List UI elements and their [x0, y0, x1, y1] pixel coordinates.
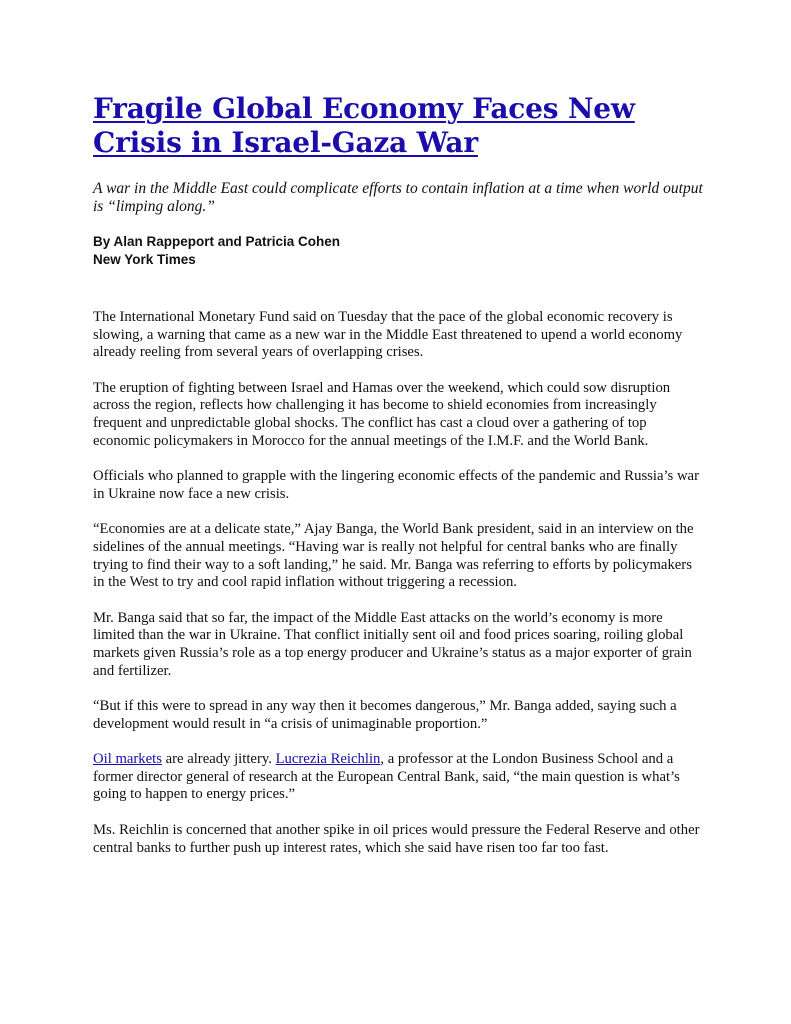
byline-publication: New York Times	[93, 252, 196, 267]
paragraph-7-text-1: are already jittery.	[161, 751, 276, 768]
paragraph-2: The eruption of fighting between Israel and Hamas over the weekend, which could sow disruption across the region, reflects how challenging it has become to shield economies from increasingly frequent and unpredictable global shocks. The conflict has cast a cloud over a gathering of top economic policymakers in Morocco for the annual meetings of the I.M.F. and the World Bank.	[93, 379, 671, 449]
paragraph-5: Mr. Banga said that so far, the impact of the Middle East attacks on the world’s economy is more limited than the war in Ukraine. That conflict initially sent oil and food prices soaring, roiling global markets given Russia’s role as a top energy producer and Ukraine’s status as a major exporter of grain and fertilizer.	[93, 609, 692, 679]
article-body	[93, 309, 705, 857]
article-page	[93, 92, 705, 875]
oil-markets-link[interactable]: Oil markets	[93, 751, 162, 768]
paragraph-6: “But if this were to spread in any way then it becomes dangerous,” Mr. Banga added, saying such a development would result in “a crisis of unimaginable proportion.”	[93, 698, 677, 732]
paragraph-1: The International Monetary Fund said on Tuesday that the pace of the global economic recovery is slowing, a warning that came as a new war in the Middle East threatened to upend a world economy already reeling from several years of overlapping crises.	[93, 309, 683, 361]
paragraph-8: Ms. Reichlin is concerned that another spike in oil prices would pressure the Federal Reserve and other central banks to further push up interest rates, which she said have risen too far too fast.	[93, 822, 700, 856]
paragraph-7	[93, 751, 705, 804]
byline	[93, 233, 705, 269]
article-headline	[93, 92, 705, 160]
lucrezia-reichlin-link[interactable]: Lucrezia Reichlin	[275, 751, 381, 768]
paragraph-3: Officials who planned to grapple with the lingering economic effects of the pandemic and Russia’s war in Ukraine now face a new crisis.	[93, 468, 699, 502]
paragraph-4: “Economies are at a delicate state,” Ajay Banga, the World Bank president, said in an interview on the sidelines of the annual meetings. “Having war is really not helpful for central banks who are finally trying to find their way to a soft landing,” he said. Mr. Banga was referring to efforts by policymakers in the West to try and cool rapid inflation without triggering a recession.	[93, 521, 694, 591]
byline-authors: By Alan Rappeport and Patricia Cohen	[93, 234, 341, 249]
headline-link[interactable]: Fragile Global Economy Faces New Crisis in Israel-Gaza War	[93, 92, 635, 159]
paragraph-7-text-2: , a professor at the London Business School and a former director general of research at the European Central Bank, said, “the main question is what’s going to happen to energy prices.”	[93, 751, 680, 803]
article-dek: A war in the Middle East could complicate efforts to contain inflation at a time when world output is “limping along.”	[93, 180, 703, 215]
